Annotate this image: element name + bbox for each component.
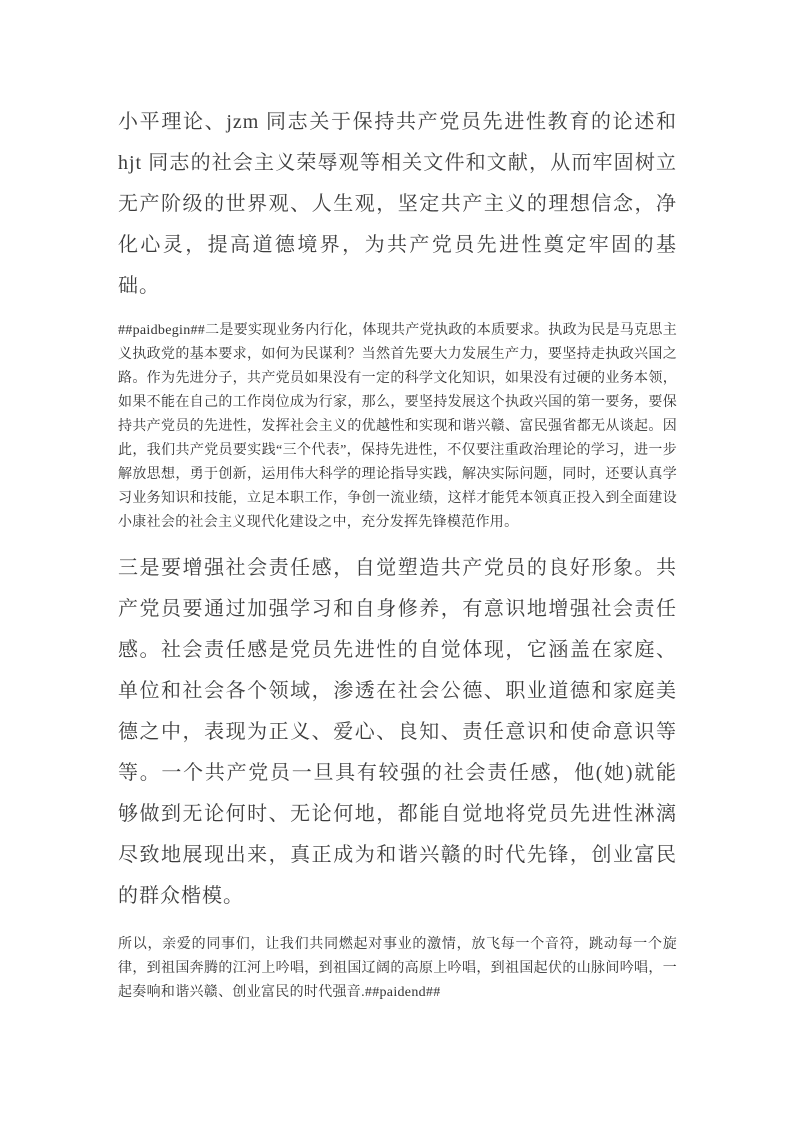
paragraph-small-2: 所以，亲爱的同事们，让我们共同燃起对事业的激情，放飞每一个音符，跳动每一个旋律，到祖国奔腾的江河上吟唱，到祖国辽阔的高原上吟唱，到祖国起伏的山脉间吟唱，一起奏响和谐兴赣、创业富民的时代强音.##paidend## xyxy=(118,937,677,1000)
paragraph-large-2: 三是要增强社会责任感，自觉塑造共产党员的良好形象。共产党员要通过加强学习和自身修养，有意识地增强社会责任感。社会责任感是党员先进性的自觉体现，它涵盖在家庭、单位和社会各个领域，渗透在社会公德、职业道德和家庭美德之中，表现为正义、爱心、良知、责任意识和使命意识等等。一个共产党员一旦具有较强的社会责任感，他(她)就能够做到无论何时、无论何地，都能自觉地将党员先进性淋漓尽致地展现出来，真正成为和谐兴赣的时代先锋，创业富民的群众楷模。 xyxy=(118,557,677,907)
paragraph-small-1: ##paidbegin##二是要实现业务内行化，体现共产党执政的本质要求。执政为民是马克思主义执政党的基本要求，如何为民谋利？当然首先要大力发展生产力，要坚持走执政兴国之路。作为先进分子，共产党员如果没有一定的科学文化知识，如果没有过硬的业务本领，如果不能在自己的工作岗位成为行家，那么，要坚持发展这个执政兴国的第一要务，要保持共产党员的先进性，发挥社会主义的优越性和实现和谐兴赣、富民强省都无从谈起。因此，我们共产党员要实践“三个代表”，保持先进性，不仅要注重政治理论的学习，进一步解放思想，勇于创新，运用伟大科学的理论指导实践，解决实际问题，同时，还要认真学习业务知识和技能，立足本职工作，争创一流业绩，这样才能凭本领真正投入到全面建设小康社会的社会主义现代化建设之中，充分发挥先锋模范作用。 xyxy=(118,323,678,530)
paragraph-large-1: 小平理论、jzm 同志关于保持共产党员先进性教育的论述和 hjt 同志的社会主义荣辱观等相关文件和文献，从而牢固树立无产阶级的世界观、人生观，坚定共产主义的理想信念，净化心灵，提高道德境界，为共产党员先进性奠定牢固的基础。 xyxy=(118,111,677,297)
